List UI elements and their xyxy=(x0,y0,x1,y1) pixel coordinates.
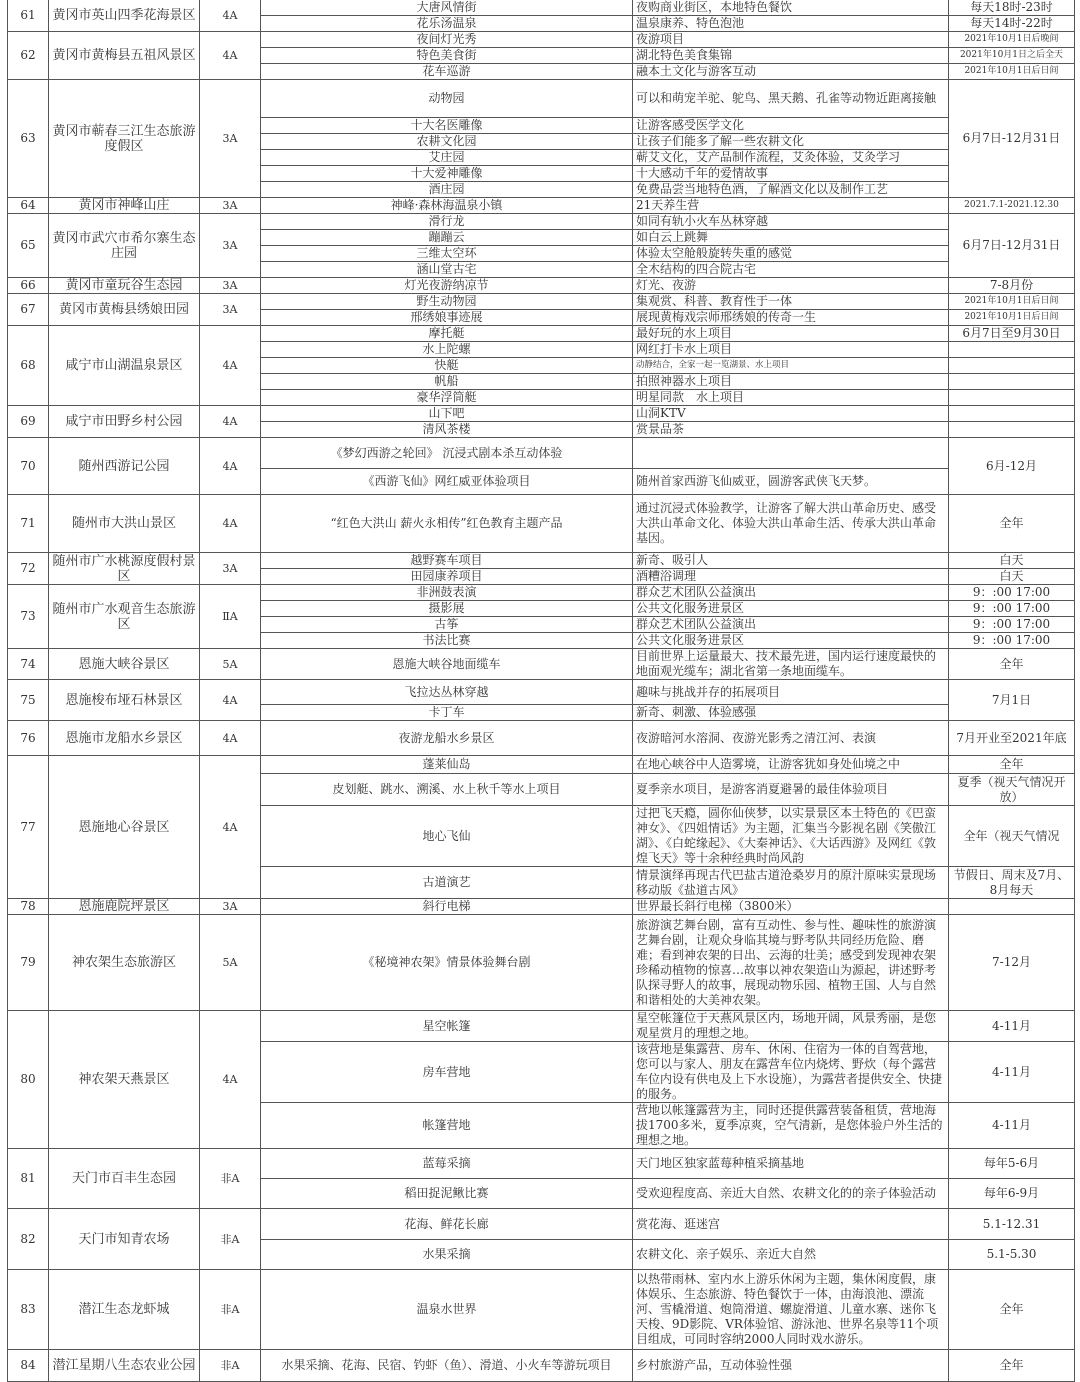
project-description: 酒糟浴调理 xyxy=(633,569,949,585)
project-description: 融本土文化与游客互动 xyxy=(633,64,949,80)
scenic-grade: 3A xyxy=(200,553,261,585)
table-row xyxy=(8,1270,1075,1350)
project-description: 夜游暗河水溶洞、夜游光影秀之清江河、表演 xyxy=(633,721,949,756)
project-name: 野生动物园 xyxy=(261,294,633,310)
open-time: 白天 xyxy=(949,569,1075,585)
project-name: 滑行龙 xyxy=(261,214,633,230)
row-number: 74 xyxy=(8,649,49,680)
project-description: 明星同款 水上项目 xyxy=(633,390,949,406)
project-name: 水果采摘、花海、民宿、钓虾（鱼）、滑道、小火车等游玩项目 xyxy=(261,1350,633,1382)
project-name: 田园康养项目 xyxy=(261,569,633,585)
table-row xyxy=(8,438,1075,469)
project-description: 受欢迎程度高、亲近大自然、农耕文化的的亲子体验活动 xyxy=(633,1179,949,1209)
row-number: 73 xyxy=(8,585,49,649)
open-time: 6月7日-12月31日 xyxy=(949,214,1075,278)
table-row xyxy=(8,899,1075,915)
project-name: 帆船 xyxy=(261,374,633,390)
open-time: 全年 xyxy=(949,756,1075,774)
project-description: 随州首家西游飞仙威亚，圆游客武侠飞天梦。 xyxy=(633,469,949,495)
scenic-area-name: 黄冈市英山四季花海景区 xyxy=(49,0,200,32)
scenic-grade: 4A xyxy=(200,756,261,899)
open-time: 5.1-12.31 xyxy=(949,1209,1075,1240)
project-description: 目前世界上运量最大、技术最先进，国内运行速度最快的地面观光缆车；湖北省第一条地面缆车。 xyxy=(633,649,949,680)
project-name: 夜间灯光秀 xyxy=(261,32,633,48)
project-description: 该营地是集露营、房车、休闲、住宿为一体的自驾营地，您可以与家人、朋友在露营车位内烧烤、野炊（每个露营车位内设有供电及上下水设施），为露营者提供安全、快捷的服务。 xyxy=(633,1042,949,1103)
open-time: 2021年10月1日后日间 xyxy=(949,294,1075,310)
scenic-grade: ⅡA xyxy=(200,585,261,649)
table-row xyxy=(8,553,1075,569)
project-name: 邢绣娘事迹展 xyxy=(261,310,633,326)
project-name: 神峰·森林海温泉小镇 xyxy=(261,198,633,214)
scenic-area-name: 天门市知青农场 xyxy=(49,1209,200,1270)
table-row xyxy=(8,1149,1075,1179)
project-description: 免费品尝当地特色酒，了解酒文化以及制作工艺 xyxy=(633,182,949,198)
open-time: 全年 xyxy=(949,495,1075,553)
project-name: 三维太空环 xyxy=(261,246,633,262)
scenic-area-name: 恩施鹿院坪景区 xyxy=(49,899,200,915)
scenic-area-name: 随州市广水桃源度假村景区 xyxy=(49,553,200,585)
table-row xyxy=(8,756,1075,774)
scenic-grade: 3A xyxy=(200,80,261,198)
scenic-grade: 非A xyxy=(200,1350,261,1382)
project-name: 星空帐篷 xyxy=(261,1011,633,1042)
project-name: 大唐风情街 xyxy=(261,0,633,16)
project-description: 让孩子们能多了解一些农耕文化 xyxy=(633,134,949,150)
scenic-grade: 3A xyxy=(200,214,261,278)
scenic-grade: 4A xyxy=(200,438,261,495)
table-row xyxy=(8,80,1075,118)
project-description: 体验太空舱般旋转失重的感觉 xyxy=(633,246,949,262)
project-name: 快艇 xyxy=(261,358,633,374)
project-name: 蓬莱仙岛 xyxy=(261,756,633,774)
project-description: 十大感动千年的爱情故事 xyxy=(633,166,949,182)
scenic-area-name: 神农架生态旅游区 xyxy=(49,915,200,1011)
row-number: 67 xyxy=(8,294,49,326)
project-name: 蹦蹦云 xyxy=(261,230,633,246)
open-time: 6月7日-12月31日 xyxy=(949,80,1075,198)
scenic-area-name: 黄冈市神峰山庄 xyxy=(49,198,200,214)
open-time: 2021年10月1日后晚间 xyxy=(949,32,1075,48)
project-description: 群众艺术团队公益演出 xyxy=(633,617,949,633)
project-description: 21天养生营 xyxy=(633,198,949,214)
open-time: 2021.7.1-2021.12.30 xyxy=(949,198,1075,214)
open-time: 7-8月份 xyxy=(949,278,1075,294)
row-number: 61 xyxy=(8,0,49,32)
scenic-grade: 5A xyxy=(200,915,261,1011)
project-name: 《梦幻西游之轮回》 沉浸式剧本杀互动体验 xyxy=(261,438,633,469)
project-name: 温泉水世界 xyxy=(261,1270,633,1350)
scenic-grade: 4A xyxy=(200,680,261,721)
row-number: 75 xyxy=(8,680,49,721)
project-description xyxy=(633,438,949,469)
table-row xyxy=(8,680,1075,705)
project-name: 房车营地 xyxy=(261,1042,633,1103)
scenic-area-name: 恩施市龙船水乡景区 xyxy=(49,721,200,756)
open-time xyxy=(949,390,1075,406)
scenic-grade: 3A xyxy=(200,278,261,294)
project-description: 天门地区独家蓝莓种植采摘基地 xyxy=(633,1149,949,1179)
project-description: 新奇、吸引人 xyxy=(633,553,949,569)
open-time: 每天18时-23时 xyxy=(949,0,1075,16)
project-description: 如同有轨小火车丛林穿越 xyxy=(633,214,949,230)
open-time: 全年 xyxy=(949,1270,1075,1350)
open-time: 2021年10月1日后日间 xyxy=(949,64,1075,80)
row-number: 77 xyxy=(8,756,49,899)
table-row xyxy=(8,214,1075,230)
project-name: 皮划艇、跳水、溯溪、水上秋千等水上项目 xyxy=(261,774,633,806)
scenic-area-name: 黄冈市黄梅县五祖风景区 xyxy=(49,32,200,80)
scenic-area-name: 咸宁市田野乡村公园 xyxy=(49,406,200,438)
project-name: 越野赛车项目 xyxy=(261,553,633,569)
scenic-grade: 非A xyxy=(200,1270,261,1350)
project-description: 可以和萌宠羊驼、鸵鸟、黑天鹅、孔雀等动物近距离接触 xyxy=(633,80,949,118)
project-description: 赏景品茶 xyxy=(633,422,949,438)
open-time: 6月7日至9月30日 xyxy=(949,326,1075,342)
project-name: 清风茶楼 xyxy=(261,422,633,438)
project-description: 以热带雨林、室内水上游乐休闲为主题，集休闲度假，康体娱乐、生态旅游、特色餐饮于一体，由海浪池、漂流河、雪橇滑道、炮筒滑道、螺旋滑道、儿童水寨、迷你飞天梭、9D影院、VR体验馆、游泳池、世界名泉等11个项目组成，可同时容纳2000人同时戏水游乐。 xyxy=(633,1270,949,1350)
row-number: 80 xyxy=(8,1011,49,1149)
scenic-area-name: 天门市百丰生态园 xyxy=(49,1149,200,1209)
project-description: 乡村旅游产品，互动体验性强 xyxy=(633,1350,949,1382)
row-number: 71 xyxy=(8,495,49,553)
project-description: 展现黄梅戏宗师邢绣娘的传奇一生 xyxy=(633,310,949,326)
scenic-area-name: 黄冈市黄梅县绣娘田园 xyxy=(49,294,200,326)
row-number: 63 xyxy=(8,80,49,198)
row-number: 79 xyxy=(8,915,49,1011)
project-name: 《西游飞仙》网红威亚体验项目 xyxy=(261,469,633,495)
row-number: 83 xyxy=(8,1270,49,1350)
project-name: 农耕文化园 xyxy=(261,134,633,150)
open-time: 9：:00 17:00 xyxy=(949,585,1075,601)
row-number: 76 xyxy=(8,721,49,756)
open-time xyxy=(949,899,1075,915)
project-description: 如白云上跳舞 xyxy=(633,230,949,246)
project-description: 夏季亲水项目，是游客消夏避暑的最佳体验项目 xyxy=(633,774,949,806)
project-description: 公共文化服务进景区 xyxy=(633,601,949,617)
table-row xyxy=(8,326,1075,342)
project-name: 斜行电梯 xyxy=(261,899,633,915)
scenic-grade: 4A xyxy=(200,495,261,553)
project-description: 群众艺术团队公益演出 xyxy=(633,585,949,601)
project-name: 十大名医雕像 xyxy=(261,118,633,134)
project-name: 书法比赛 xyxy=(261,633,633,649)
open-time: 4-11月 xyxy=(949,1042,1075,1103)
scenic-grade: 非A xyxy=(200,1149,261,1209)
open-time: 6月-12月 xyxy=(949,438,1075,495)
open-time: 夏季（视天气情况开放） xyxy=(949,774,1075,806)
open-time: 全年 xyxy=(949,1350,1075,1382)
row-number: 84 xyxy=(8,1350,49,1382)
table-row xyxy=(8,278,1075,294)
project-name: 水果采摘 xyxy=(261,1240,633,1270)
project-description: 通过沉浸式体验教学，让游客了解大洪山革命历史、感受大洪山革命文化、体验大洪山革命生活、传承大洪山革命基因。 xyxy=(633,495,949,553)
open-time xyxy=(949,422,1075,438)
project-description: 湖北特色美食集锦 xyxy=(633,48,949,64)
project-name: 涵山堂古宅 xyxy=(261,262,633,278)
open-time: 每年6-9月 xyxy=(949,1179,1075,1209)
row-number: 78 xyxy=(8,899,49,915)
project-description: 在地心峡谷中人造雾境，让游客犹如身处仙境之中 xyxy=(633,756,949,774)
scenic-grade: 4A xyxy=(200,406,261,438)
open-time: 7月开业至2021年底 xyxy=(949,721,1075,756)
open-time: 2021年10月1日之后全天 xyxy=(949,48,1075,64)
open-time: 9：:00 17:00 xyxy=(949,633,1075,649)
project-name: 地心飞仙 xyxy=(261,806,633,867)
table-row xyxy=(8,406,1075,422)
project-description: 拍照神器水上项目 xyxy=(633,374,949,390)
open-time xyxy=(949,342,1075,358)
project-description: 新奇、刺激、体验感强 xyxy=(633,705,949,721)
project-name: 动物园 xyxy=(261,80,633,118)
project-name: 恩施大峡谷地面缆车 xyxy=(261,649,633,680)
scenic-grade: 3A xyxy=(200,198,261,214)
project-description: 世界最长斜行电梯（3800米） xyxy=(633,899,949,915)
project-description: 赏花海、逛迷宫 xyxy=(633,1209,949,1240)
scenic-grade: 4A xyxy=(200,1011,261,1149)
project-description: 夜游项目 xyxy=(633,32,949,48)
project-description: 情景演绎再现古代巴盐古道沧桑岁月的原汁原味实景现场移动版《盐道古风》 xyxy=(633,867,949,899)
project-name: 酒庄园 xyxy=(261,182,633,198)
project-description: 农耕文化、亲子娱乐、亲近大自然 xyxy=(633,1240,949,1270)
row-number: 70 xyxy=(8,438,49,495)
scenic-area-name: 黄冈市蕲春三江生态旅游度假区 xyxy=(49,80,200,198)
project-name: 古筝 xyxy=(261,617,633,633)
scenic-area-name: 随州西游记公园 xyxy=(49,438,200,495)
open-time: 节假日、周末及7月、8月每天 xyxy=(949,867,1075,899)
project-description: 动静结合，全家一起一览湖景、水上项目 xyxy=(633,358,949,374)
table-row xyxy=(8,915,1075,1011)
open-time: 4-11月 xyxy=(949,1011,1075,1042)
project-name: 特色美食街 xyxy=(261,48,633,64)
table-row xyxy=(8,721,1075,756)
project-description: 营地以帐篷露营为主，同时还提供露营装备租赁，营地海拔1700多米，夏季凉爽，空气清新，是您体验户外生活的理想之地。 xyxy=(633,1103,949,1149)
project-name: 夜游龙船水乡景区 xyxy=(261,721,633,756)
project-description: 集观赏、科普、教育性于一体 xyxy=(633,294,949,310)
open-time: 7月1日 xyxy=(949,680,1075,721)
row-number: 81 xyxy=(8,1149,49,1209)
scenic-grade: 3A xyxy=(200,294,261,326)
project-name: 豪华浮筒艇 xyxy=(261,390,633,406)
row-number: 68 xyxy=(8,326,49,406)
scenic-grade: 4A xyxy=(200,32,261,80)
table-row xyxy=(8,1011,1075,1042)
project-name: 十大爱神雕像 xyxy=(261,166,633,182)
project-name: 《秘境神农架》情景体验舞台剧 xyxy=(261,915,633,1011)
row-number: 69 xyxy=(8,406,49,438)
scenic-grade: 4A xyxy=(200,721,261,756)
project-description: 过把飞天瘾，圆你仙侠梦，以实景景区本土特色的《巴蛮神女》、《四姐情话》为主题，汇集当今影视名剧《笑傲江湖》、《白蛇缘起》、《大秦神话》、《大话西游》及网红《敦煌飞天》等十余种经典时尚风韵 xyxy=(633,806,949,867)
project-description: 最好玩的水上项目 xyxy=(633,326,949,342)
table-row xyxy=(8,1209,1075,1240)
project-name: 花海、鲜花长廊 xyxy=(261,1209,633,1240)
project-name: 花车巡游 xyxy=(261,64,633,80)
project-name: 艾庄园 xyxy=(261,150,633,166)
scenic-area-name: 潜江生态龙虾城 xyxy=(49,1270,200,1350)
scenic-area-name: 随州市广水观音生态旅游区 xyxy=(49,585,200,649)
open-time: 白天 xyxy=(949,553,1075,569)
scenic-projects-table xyxy=(7,0,1074,1382)
project-description: 山洞KTV xyxy=(633,406,949,422)
project-description: 灯光、夜游 xyxy=(633,278,949,294)
project-description: 全木结构的四合院古宅 xyxy=(633,262,949,278)
scenic-area-name: 恩施地心谷景区 xyxy=(49,756,200,899)
scenic-area-name: 神农架天燕景区 xyxy=(49,1011,200,1149)
project-name: 蓝莓采摘 xyxy=(261,1149,633,1179)
project-description: 温泉康养、特色泡池 xyxy=(633,16,949,32)
project-name: 飞拉达丛林穿越 xyxy=(261,680,633,705)
open-time xyxy=(949,406,1075,422)
open-time: 9：:00 17:00 xyxy=(949,601,1075,617)
scenic-grade: 非A xyxy=(200,1209,261,1270)
project-name: 山下吧 xyxy=(261,406,633,422)
project-name: 摩托艇 xyxy=(261,326,633,342)
row-number: 82 xyxy=(8,1209,49,1270)
open-time: 4-11月 xyxy=(949,1103,1075,1149)
scenic-area-name: 潜江星期八生态农业公园 xyxy=(49,1350,200,1382)
open-time xyxy=(949,374,1075,390)
open-time: 5.1-5.30 xyxy=(949,1240,1075,1270)
project-name: 帐篷营地 xyxy=(261,1103,633,1149)
scenic-area-name: 黄冈市童玩谷生态园 xyxy=(49,278,200,294)
project-description: 网红打卡水上项目 xyxy=(633,342,949,358)
project-description: 让游客感受医学文化 xyxy=(633,118,949,134)
open-time: 每天14时-22时 xyxy=(949,16,1075,32)
project-description: 旅游演艺舞台剧，富有互动性、参与性、趣味性的旅游演艺舞台剧，让观众身临其境与野考队共同经历危险、磨难；看到神农架的日出、云海的壮美；感受到发现神农架珍稀动植物的惊喜…故事以神农架造山为源起，讲述野考队探寻野人的故事，展现动物乐园、植物王国、人与自然和谐相处的大美神农架。 xyxy=(633,915,949,1011)
open-time: 7-12月 xyxy=(949,915,1075,1011)
project-name: “红色大洪山 薪火永相传”红色教育主题产品 xyxy=(261,495,633,553)
project-name: 花乐汤温泉 xyxy=(261,16,633,32)
table-row xyxy=(8,0,1075,16)
project-name: 古道演艺 xyxy=(261,867,633,899)
row-number: 66 xyxy=(8,278,49,294)
open-time: 全年 xyxy=(949,649,1075,680)
open-time: 9：:00 17:00 xyxy=(949,617,1075,633)
table-row xyxy=(8,495,1075,553)
project-name: 灯光夜游纳凉节 xyxy=(261,278,633,294)
scenic-grade: 3A xyxy=(200,899,261,915)
scenic-area-name: 恩施梭布垭石林景区 xyxy=(49,680,200,721)
project-name: 稻田捉泥鳅比赛 xyxy=(261,1179,633,1209)
scenic-grade: 4A xyxy=(200,0,261,32)
project-name: 卡丁车 xyxy=(261,705,633,721)
row-number: 62 xyxy=(8,32,49,80)
project-description: 趣味与挑战并存的拓展项目 xyxy=(633,680,949,705)
project-name: 非洲鼓表演 xyxy=(261,585,633,601)
scenic-area-name: 随州市大洪山景区 xyxy=(49,495,200,553)
project-name: 摄影展 xyxy=(261,601,633,617)
open-time xyxy=(949,358,1075,374)
table-row xyxy=(8,649,1075,680)
open-time: 全年（视天气情况 xyxy=(949,806,1075,867)
table-row xyxy=(8,294,1075,310)
row-number: 72 xyxy=(8,553,49,585)
scenic-grade: 5A xyxy=(200,649,261,680)
project-description: 公共文化服务进景区 xyxy=(633,633,949,649)
table-row xyxy=(8,198,1075,214)
scenic-grade: 4A xyxy=(200,326,261,406)
scenic-area-name: 恩施大峡谷景区 xyxy=(49,649,200,680)
project-description: 星空帐篷位于天燕风景区内，场地开阔，风景秀丽，是您观星赏月的理想之地。 xyxy=(633,1011,949,1042)
scenic-area-name: 咸宁市山湖温泉景区 xyxy=(49,326,200,406)
table-row xyxy=(8,585,1075,601)
project-name: 水上陀螺 xyxy=(261,342,633,358)
open-time: 2021年10月1日后日间 xyxy=(949,310,1075,326)
table-row xyxy=(8,32,1075,48)
row-number: 65 xyxy=(8,214,49,278)
project-description: 蕲艾文化，艾产品制作流程，艾灸体验，艾灸学习 xyxy=(633,150,949,166)
open-time: 每年5-6月 xyxy=(949,1149,1075,1179)
scenic-area-name: 黄冈市武穴市希尔寨生态庄园 xyxy=(49,214,200,278)
project-description: 夜购商业街区，本地特色餐饮 xyxy=(633,0,949,16)
row-number: 64 xyxy=(8,198,49,214)
